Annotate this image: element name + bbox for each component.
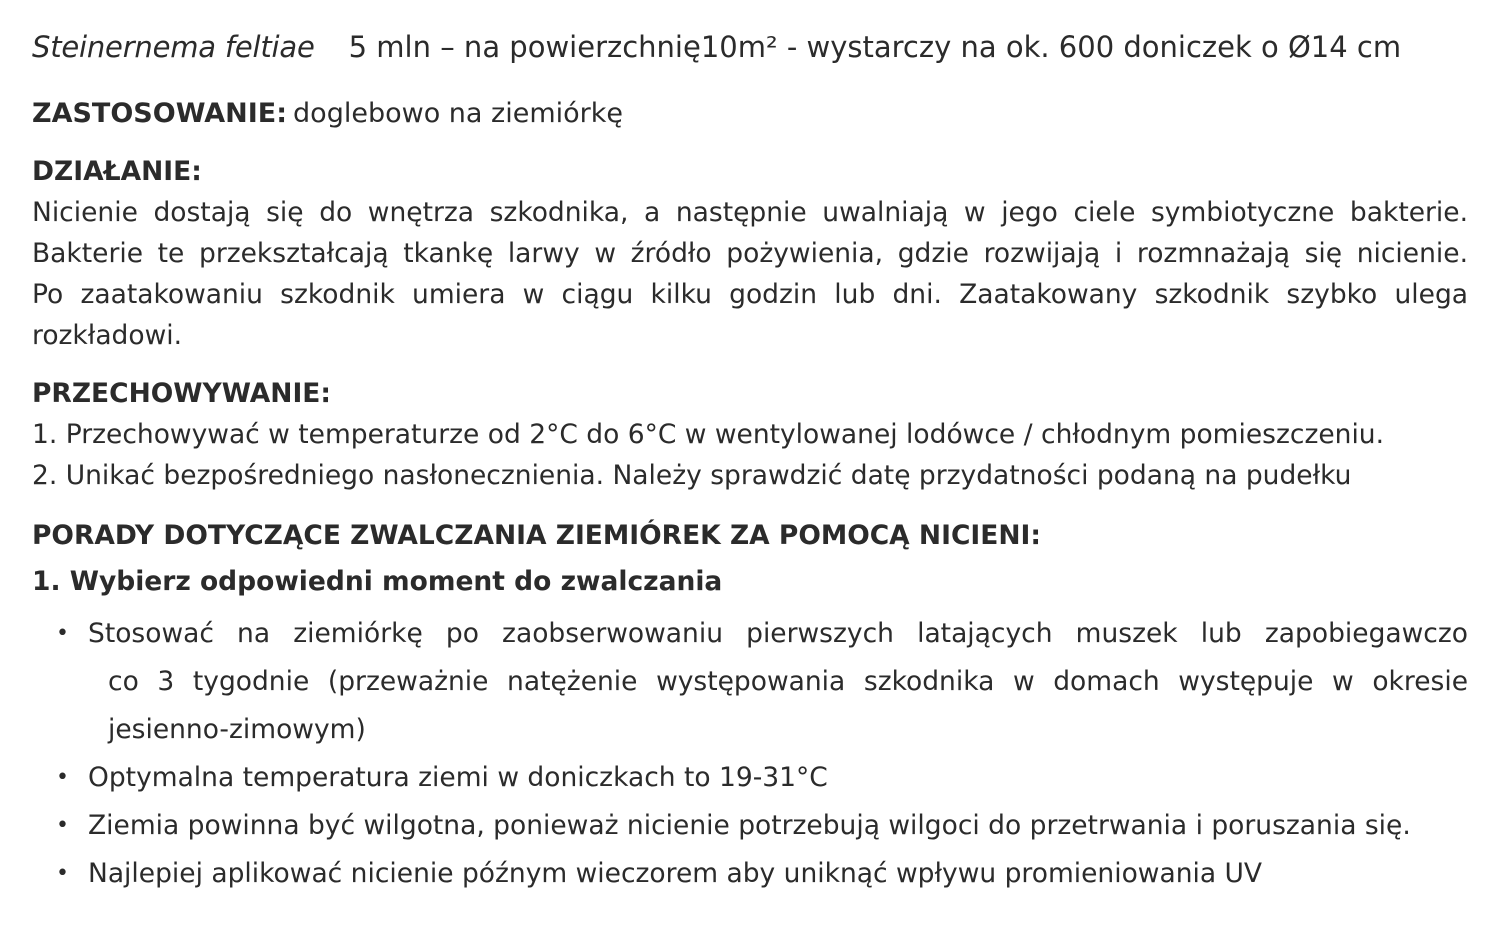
action-section <box>32 152 1468 356</box>
bullet-icon: • <box>56 813 69 838</box>
bullet-text-cont: jesienno-zimowym) <box>108 714 366 745</box>
storage-section <box>32 374 1468 496</box>
action-line: Nicienie dostają się do wnętrza szkodnika, a następnie uwalniają w jego ciele symbiotyczne bakterie. <box>32 197 1468 228</box>
tips-heading: PORADY DOTYCZĄCE ZWALCZANIA ZIEMIÓREK ZA POMOCĄ NICIENI: <box>32 520 1042 551</box>
bullet-text: Stosować na ziemiórkę po zaobserwowaniu pierwszych latających muszek lub zapobiegawczo <box>88 618 1468 649</box>
dosage-text: 5 mln – na powierzchnię10m² - wystarczy na ok. 600 doniczek o Ø14 cm <box>348 30 1402 64</box>
tips-bullet-list <box>32 610 1468 898</box>
bullet-text-cont: co 3 tygodnie (przeważnie natężenie występowania szkodnika w domach występuje w okresie <box>108 666 1468 697</box>
bullet-icon: • <box>56 861 69 886</box>
storage-item: 1. Przechowywać w temperaturze od 2°C do 6°C w wentylowanej lodówce / chłodnym pomieszczeniu. <box>32 419 1385 450</box>
storage-item: 2. Unikać bezpośredniego nasłonecznienia. Należy sprawdzić datę przydatności podaną na pudełku <box>32 460 1352 491</box>
action-heading: DZIAŁANIE: <box>32 156 202 187</box>
tips-subheading: 1. Wybierz odpowiedni moment do zwalczania <box>32 566 723 597</box>
usage-line <box>32 94 1468 134</box>
bullet-text: Najlepiej aplikować nicienie późnym wieczorem aby uniknąć wpływu promieniowania UV <box>88 858 1263 889</box>
bullet-icon: • <box>56 621 69 646</box>
species-name: Steinernema feltiae <box>32 30 315 64</box>
product-spec-line <box>32 30 1468 80</box>
bullet-text: Optymalna temperatura ziemi w doniczkach to 19-31°C <box>88 762 828 793</box>
bullet-text: Ziemia powinna być wilgotna, ponieważ nicienie potrzebują wilgoci do przetrwania i poruszania się. <box>88 810 1411 841</box>
action-line: rozkładowi. <box>32 320 183 351</box>
list-item <box>32 850 1468 898</box>
list-item <box>32 610 1468 754</box>
usage-label: ZASTOSOWANIE: <box>32 98 288 129</box>
bullet-icon: • <box>56 765 69 790</box>
document <box>32 30 1468 898</box>
action-line: Po zaatakowaniu szkodnik umiera w ciągu kilku godzin lub dni. Zaatakowany szkodnik szybko ulega <box>32 279 1468 310</box>
tips-section <box>32 516 1468 898</box>
list-item <box>32 754 1468 802</box>
usage-value: doglebowo na ziemiórkę <box>293 98 623 129</box>
list-item <box>32 802 1468 850</box>
action-line: Bakterie te przekształcają tkankę larwy w źródło pożywienia, gdzie rozwijają i rozmnażają się nicienie. <box>32 238 1468 269</box>
storage-heading: PRZECHOWYWANIE: <box>32 378 332 409</box>
